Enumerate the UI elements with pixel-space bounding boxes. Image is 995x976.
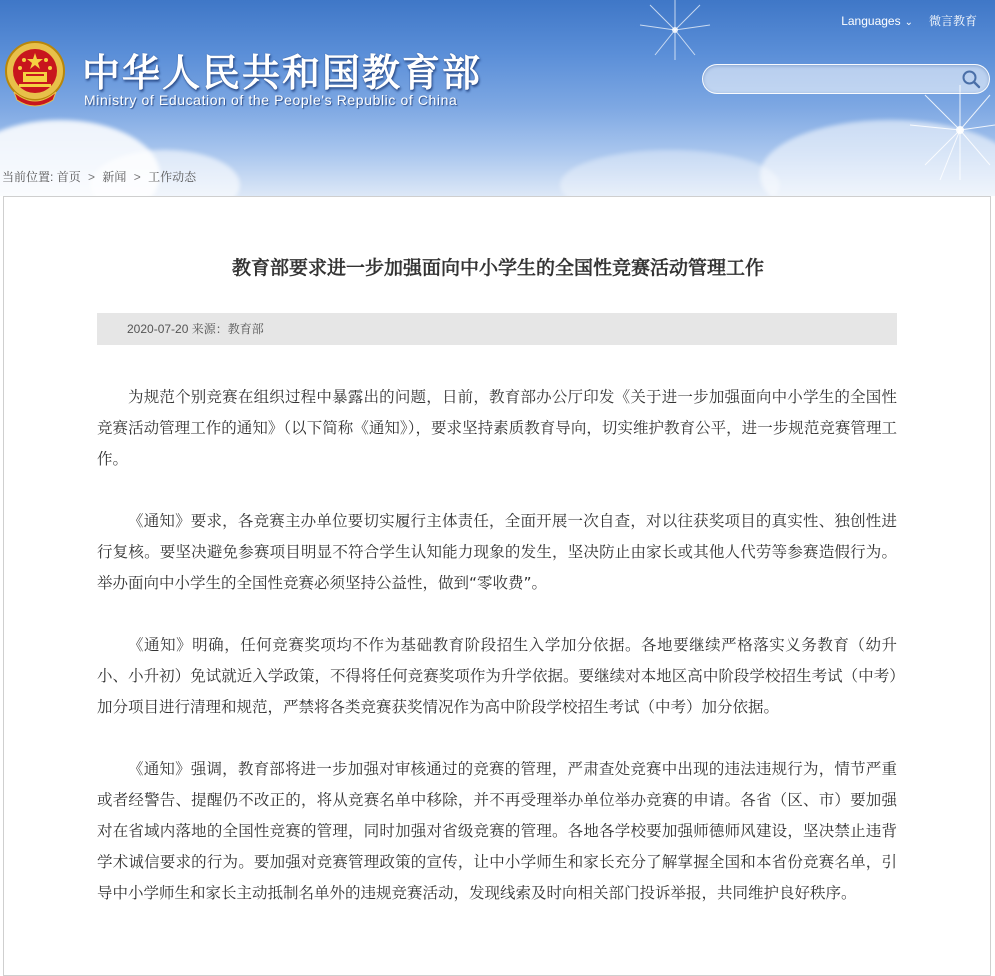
- article-paragraph: 《通知》明确，任何竞赛奖项均不作为基础教育阶段招生入学加分依据。各地要继续严格落实义务教育（幼升小、小升初）免试就近入学政策，不得将任何竞赛奖项作为升学依据。要继续对本地区高中阶段学校招生考试（中考）加分项目进行清理和规范，严禁将各类竞赛获奖情况作为高中阶段学校招生考试（中考）加分依据。: [97, 636, 897, 716]
- article-paragraph: 《通知》强调，教育部将进一步加强对审核通过的竞赛的管理，严肃查处竞赛中出现的违法违规行为，情节严重或者经警告、提醒仍不改正的，将从竞赛名单中移除，并不再受理举办单位举办竞赛的申请。各省（区、市）要加强对在省域内落地的全国性竞赛的管理，同时加强对省级竞赛的管理。各地各学校要加强师德师风建设，坚决禁止违背学术诚信要求的行为。要加强对竞赛管理政策的宣传，让中小学师生和家长充分了解掌握全国和本省份竞赛名单，引导中小学师生和家长主动抵制名单外的违规竞赛活动，发现线索及时向相关部门投诉举报，共同维护良好秩序。: [97, 760, 897, 902]
- dandelion-decoration: [890, 80, 995, 190]
- search-box: [702, 64, 990, 94]
- top-links: [841, 12, 977, 29]
- breadcrumb-separator: >: [133, 170, 141, 184]
- weibo-link[interactable]: 微言教育: [928, 14, 977, 28]
- search-input[interactable]: [715, 69, 959, 91]
- cloud-decoration: [560, 150, 780, 196]
- languages-menu[interactable]: [841, 14, 913, 28]
- breadcrumb-prefix: 当前位置:: [2, 170, 54, 184]
- article-body: [97, 382, 897, 940]
- article-container: [3, 196, 991, 976]
- chevron-down-icon: ⌄: [904, 16, 913, 28]
- article-meta: 2020-07-20 来源：教育部: [97, 313, 897, 345]
- site-header: [0, 0, 995, 196]
- article-paragraph: 为规范个别竞赛在组织过程中暴露出的问题，日前，教育部办公厅印发《关于进一步加强面向中小学生的全国性竞赛活动管理工作的通知》（以下简称《通知》），要求坚持素质教育导向，切实维护教育公平，进一步规范竞赛管理工作。: [97, 388, 897, 468]
- breadcrumb-home-link[interactable]: 首页: [56, 170, 81, 184]
- breadcrumb-work-news-link[interactable]: 工作动态: [148, 170, 197, 184]
- site-title-cn: 中华人民共和国教育部: [82, 50, 483, 95]
- article-title: 教育部要求进一步加强面向中小学生的全国性竞赛活动管理工作: [231, 257, 764, 279]
- national-emblem-icon: [4, 40, 66, 108]
- languages-label: Languages: [841, 13, 901, 28]
- search-icon[interactable]: [961, 69, 981, 89]
- breadcrumb-separator: >: [88, 170, 96, 184]
- breadcrumb-news-link[interactable]: 新闻: [102, 170, 127, 184]
- site-title-en: Ministry of Education of the People's Republic of China: [84, 92, 458, 108]
- article-paragraph: 《通知》要求，各竞赛主办单位要切实履行主体责任，全面开展一次自查，对以往获奖项目的真实性、独创性进行复核。要坚决避免参赛项目明显不符合学生认知能力现象的发生，坚决防止由家长或其他人代劳等参赛造假行为。举办面向中小学生的全国性竞赛必须坚持公益性，做到“零收费”。: [97, 512, 897, 592]
- breadcrumb: [2, 168, 196, 185]
